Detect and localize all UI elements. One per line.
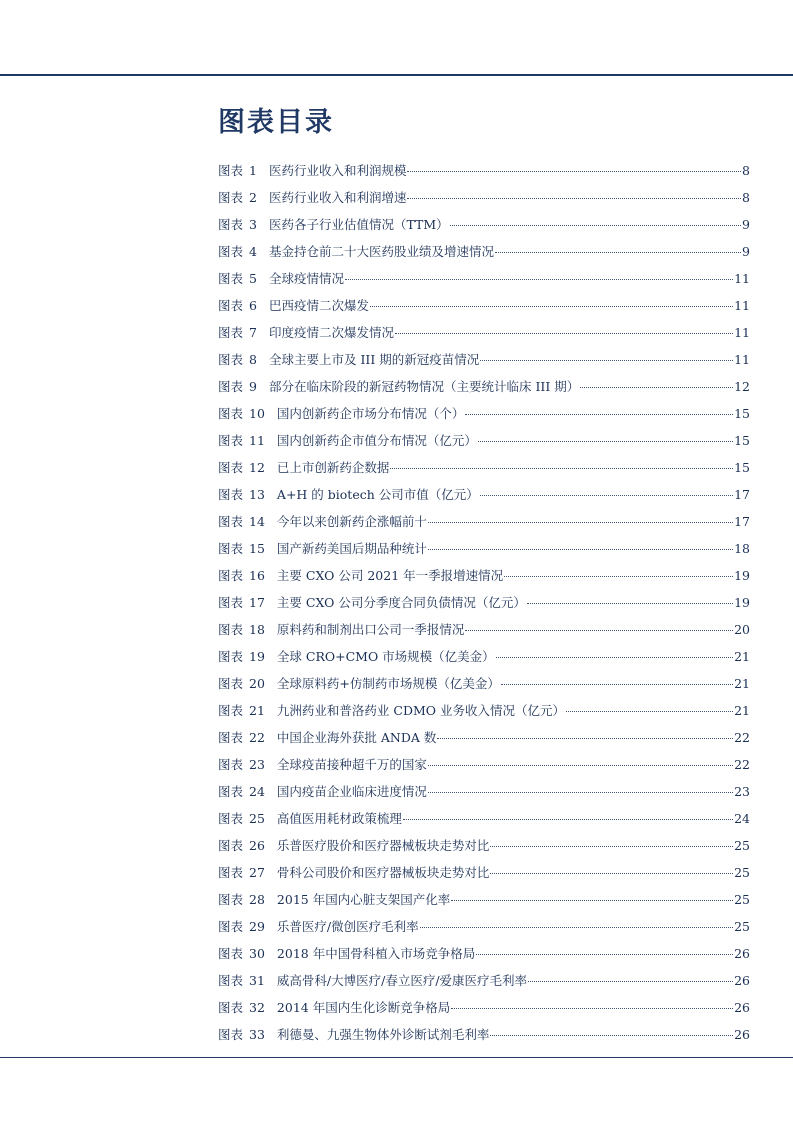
figure-page-number: 26	[734, 1000, 750, 1015]
dot-leader	[490, 865, 733, 874]
figure-label: 图表	[218, 1027, 244, 1042]
dot-leader	[428, 514, 733, 523]
figure-number: 10	[249, 406, 265, 421]
figure-label: 图表	[218, 757, 244, 772]
figure-label: 图表	[218, 541, 244, 556]
figure-entry[interactable]	[218, 643, 750, 670]
figure-label: 图表	[218, 352, 244, 367]
figure-entry[interactable]	[218, 697, 750, 724]
figure-number: 31	[249, 973, 265, 988]
figure-number: 13	[249, 487, 265, 502]
figure-page-number: 17	[734, 514, 750, 529]
figure-label: 图表	[218, 865, 244, 880]
figure-page-number: 9	[742, 244, 750, 259]
dot-leader	[420, 919, 733, 928]
figure-title: 威高骨科/大博医疗/春立医疗/爱康医疗毛利率	[276, 973, 528, 988]
figure-entry[interactable]	[218, 967, 750, 994]
figure-entry[interactable]	[218, 724, 750, 751]
figure-title: 全球疫情情况	[268, 271, 344, 286]
dot-leader	[428, 757, 733, 766]
figure-number: 23	[249, 757, 265, 772]
figure-label: 图表	[218, 406, 244, 421]
dot-leader	[496, 649, 733, 658]
figure-entry[interactable]	[218, 211, 750, 238]
figure-page-number: 11	[734, 271, 750, 286]
figure-title: 2014 年国内生化诊断竞争格局	[276, 1000, 451, 1015]
figure-entry[interactable]	[218, 778, 750, 805]
figure-page-number: 21	[734, 676, 750, 691]
dot-leader	[527, 595, 733, 604]
figure-entry[interactable]	[218, 292, 750, 319]
figure-label: 图表	[218, 271, 244, 286]
figure-number: 24	[249, 784, 265, 799]
figure-number: 33	[249, 1027, 265, 1042]
figure-title: 利德曼、九强生物体外诊断试剂毛利率	[276, 1027, 490, 1042]
figure-title: 全球主要上市及 III 期的新冠疫苗情况	[268, 352, 480, 367]
figure-label: 图表	[218, 622, 244, 637]
figure-title: 乐普医疗/微创医疗毛利率	[276, 919, 419, 934]
figure-label: 图表	[218, 1000, 244, 1015]
figure-label: 图表	[218, 703, 244, 718]
figure-label: 图表	[218, 946, 244, 961]
dot-leader	[490, 1027, 733, 1036]
figure-number: 19	[249, 649, 265, 664]
figure-label: 图表	[218, 973, 244, 988]
figure-number: 8	[249, 352, 257, 367]
figure-title: 国内创新药企市场分布情况（个）	[276, 406, 465, 421]
figure-page-number: 15	[734, 433, 750, 448]
figure-page-number: 12	[734, 379, 750, 394]
figure-number: 16	[249, 568, 265, 583]
figure-entry[interactable]	[218, 481, 750, 508]
figure-entry[interactable]	[218, 157, 750, 184]
figure-entry[interactable]	[218, 454, 750, 481]
figure-number: 11	[249, 433, 265, 448]
figure-number: 28	[249, 892, 265, 907]
figure-page-number: 8	[742, 190, 750, 205]
figure-label: 图表	[218, 433, 244, 448]
dot-leader	[407, 190, 741, 199]
figure-page-number: 26	[734, 1027, 750, 1042]
footer-rule	[0, 1057, 793, 1058]
dot-leader	[480, 352, 733, 361]
figure-entry[interactable]	[218, 184, 750, 211]
figure-number: 5	[249, 271, 257, 286]
figure-label: 图表	[218, 325, 244, 340]
figure-page-number: 25	[734, 865, 750, 880]
figure-label: 图表	[218, 811, 244, 826]
figure-page-number: 22	[734, 757, 750, 772]
figure-number: 17	[249, 595, 265, 610]
figure-page-number: 25	[734, 919, 750, 934]
figure-title: 主要 CXO 公司 2021 年一季报增速情况	[276, 568, 504, 583]
figure-title: 医药各子行业估值情况（TTM）	[268, 217, 449, 232]
dot-leader	[428, 541, 733, 550]
figure-label: 图表	[218, 649, 244, 664]
figure-label: 图表	[218, 379, 244, 394]
figure-number: 20	[249, 676, 265, 691]
dot-leader	[403, 811, 733, 820]
figure-entry[interactable]	[218, 859, 750, 886]
figure-title: 今年以来创新药企涨幅前十	[276, 514, 427, 529]
figure-page-number: 23	[734, 784, 750, 799]
figure-title: 医药行业收入和利润规模	[268, 163, 407, 178]
figure-entry[interactable]	[218, 670, 750, 697]
figure-page-number: 26	[734, 946, 750, 961]
figure-page-number: 24	[734, 811, 750, 826]
figure-page-number: 11	[734, 352, 750, 367]
figure-entry[interactable]	[218, 427, 750, 454]
figure-title: 原料药和制剂出口公司一季报情况	[276, 622, 465, 637]
figure-number: 14	[249, 514, 265, 529]
figure-entry[interactable]	[218, 589, 750, 616]
figure-page-number: 18	[734, 541, 750, 556]
figure-number: 9	[249, 379, 257, 394]
figure-page-number: 26	[734, 973, 750, 988]
figure-entry[interactable]	[218, 994, 750, 1021]
figure-label: 图表	[218, 298, 244, 313]
figure-label: 图表	[218, 595, 244, 610]
figure-title: 全球疫苗接种超千万的国家	[276, 757, 427, 772]
figure-title: 主要 CXO 公司分季度合同负债情况（亿元）	[276, 595, 526, 610]
figure-number: 27	[249, 865, 265, 880]
figure-title: 国内创新药企市值分布情况（亿元）	[276, 433, 477, 448]
figure-label: 图表	[218, 244, 244, 259]
figure-number: 1	[249, 163, 257, 178]
figure-title: 医药行业收入和利润增速	[268, 190, 407, 205]
figure-page-number: 17	[734, 487, 750, 502]
dot-leader	[465, 622, 733, 631]
figure-number: 21	[249, 703, 265, 718]
figure-entry[interactable]	[218, 535, 750, 562]
figure-title: 已上市创新药企数据	[276, 460, 390, 475]
figure-page-number: 8	[742, 163, 750, 178]
figure-page-number: 22	[734, 730, 750, 745]
figure-label: 图表	[218, 838, 244, 853]
figure-page-number: 25	[734, 892, 750, 907]
figure-entry[interactable]	[218, 805, 750, 832]
figure-title: 印度疫情二次爆发情况	[268, 325, 394, 340]
figure-page-number: 9	[742, 217, 750, 232]
dot-leader	[480, 487, 733, 496]
dot-leader	[495, 244, 741, 253]
figure-page-number: 25	[734, 838, 750, 853]
dot-leader	[390, 460, 733, 469]
figure-number: 29	[249, 919, 265, 934]
figure-entry[interactable]	[218, 940, 750, 967]
figure-number: 3	[249, 217, 257, 232]
figure-number: 6	[249, 298, 257, 313]
figure-title: 基金持仓前二十大医药股业绩及增速情况	[268, 244, 494, 259]
figure-label: 图表	[218, 892, 244, 907]
dot-leader	[504, 568, 733, 577]
figure-title: 部分在临床阶段的新冠药物情况（主要统计临床 III 期）	[268, 379, 580, 394]
figure-entry[interactable]	[218, 346, 750, 373]
figure-label: 图表	[218, 730, 244, 745]
dot-leader	[428, 784, 733, 793]
dot-leader	[580, 379, 733, 388]
figure-title: 巴西疫情二次爆发	[268, 298, 369, 313]
figure-entry[interactable]	[218, 373, 750, 400]
figure-title: 乐普医疗股价和医疗器械板块走势对比	[276, 838, 490, 853]
dot-leader	[501, 676, 733, 685]
figure-number: 18	[249, 622, 265, 637]
dot-leader	[345, 271, 733, 280]
dot-leader	[490, 838, 733, 847]
figure-entry[interactable]	[218, 1021, 750, 1048]
dot-leader	[370, 298, 733, 307]
dot-leader	[395, 325, 733, 334]
figure-number: 2	[249, 190, 257, 205]
figure-label: 图表	[218, 514, 244, 529]
figure-entry[interactable]	[218, 832, 750, 859]
figure-label: 图表	[218, 784, 244, 799]
figure-entry[interactable]	[218, 265, 750, 292]
figure-page-number: 11	[734, 325, 750, 340]
figure-number: 26	[249, 838, 265, 853]
dot-leader	[437, 730, 733, 739]
figure-title: 国产新药美国后期品种统计	[276, 541, 427, 556]
figure-page-number: 19	[734, 568, 750, 583]
figure-number: 4	[249, 244, 257, 259]
figure-number: 32	[249, 1000, 265, 1015]
figure-page-number: 21	[734, 703, 750, 718]
figure-number: 30	[249, 946, 265, 961]
figure-label: 图表	[218, 190, 244, 205]
figure-entry[interactable]	[218, 913, 750, 940]
figure-number: 7	[249, 325, 257, 340]
figure-title: 全球 CRO+CMO 市场规模（亿美金）	[276, 649, 495, 664]
figure-number: 22	[249, 730, 265, 745]
figure-entry[interactable]	[218, 400, 750, 427]
figure-title: 骨科公司股价和医疗器械板块走势对比	[276, 865, 490, 880]
dot-leader	[465, 406, 733, 415]
figure-number: 15	[249, 541, 265, 556]
figure-entry[interactable]	[218, 562, 750, 589]
figure-number: 25	[249, 811, 265, 826]
figure-entry[interactable]	[218, 508, 750, 535]
figure-label: 图表	[218, 460, 244, 475]
figure-number: 12	[249, 460, 265, 475]
figure-page-number: 15	[734, 460, 750, 475]
figure-label: 图表	[218, 487, 244, 502]
figure-label: 图表	[218, 676, 244, 691]
figure-page-number: 15	[734, 406, 750, 421]
figure-page-number: 19	[734, 595, 750, 610]
dot-leader	[451, 1000, 733, 1009]
dot-leader	[566, 703, 733, 712]
figure-title: 全球原料药+仿制药市场规模（亿美金）	[276, 676, 500, 691]
figure-title: 高值医用耗材政策梳理	[276, 811, 402, 826]
dot-leader	[450, 217, 741, 226]
figure-label: 图表	[218, 919, 244, 934]
figure-page-number: 20	[734, 622, 750, 637]
dot-leader	[478, 433, 733, 442]
figure-title: A+H 的 biotech 公司市值（亿元）	[276, 487, 479, 502]
dot-leader	[407, 163, 741, 172]
figure-title: 中国企业海外获批 ANDA 数	[276, 730, 437, 745]
header-rule	[0, 74, 793, 76]
figure-entry[interactable]	[218, 751, 750, 778]
figure-label: 图表	[218, 163, 244, 178]
figure-title: 国内疫苗企业临床进度情况	[276, 784, 427, 799]
figure-title: 2018 年中国骨科植入市场竞争格局	[276, 946, 476, 961]
page-title: 图表目录	[218, 107, 334, 138]
figure-label: 图表	[218, 217, 244, 232]
figure-title: 九洲药业和普洛药业 CDMO 业务收入情况（亿元）	[276, 703, 566, 718]
figure-title: 2015 年国内心脏支架国产化率	[276, 892, 451, 907]
dot-leader	[528, 973, 733, 982]
figure-page-number: 21	[734, 649, 750, 664]
figure-entry[interactable]	[218, 319, 750, 346]
figure-entry[interactable]	[218, 616, 750, 643]
figure-label: 图表	[218, 568, 244, 583]
figure-entry[interactable]	[218, 238, 750, 265]
dot-leader	[476, 946, 733, 955]
figure-page-number: 11	[734, 298, 750, 313]
figure-list	[218, 157, 750, 1048]
dot-leader	[451, 892, 733, 901]
figure-entry[interactable]	[218, 886, 750, 913]
